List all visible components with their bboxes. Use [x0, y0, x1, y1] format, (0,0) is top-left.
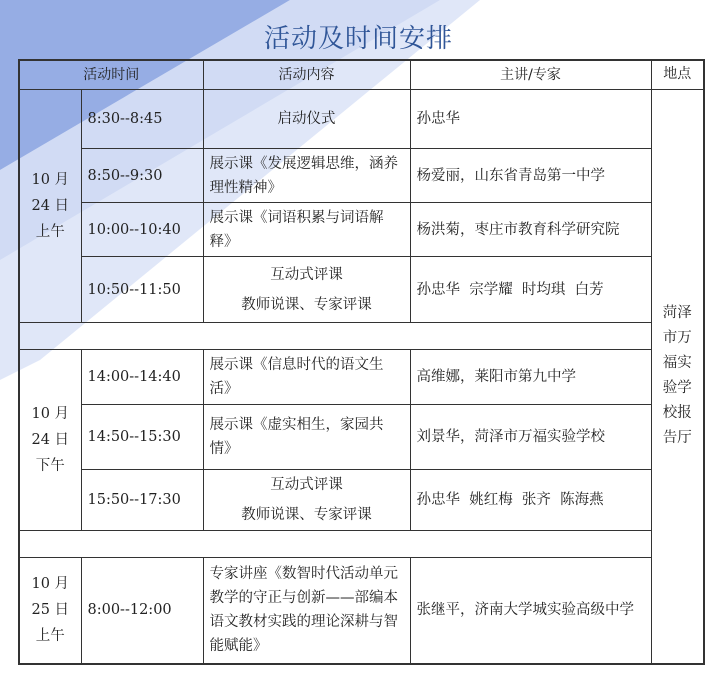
speaker-cell: 张继平，济南大学城实验高级中学 — [410, 558, 651, 664]
header-location: 地点 — [651, 60, 704, 90]
time-cell: 8:00--12:00 — [81, 558, 203, 664]
header-speaker: 主讲/专家 — [410, 60, 651, 90]
spacer-row — [19, 531, 704, 558]
content-cell: 启动仪式 — [203, 90, 410, 149]
time-cell: 10:00--10:40 — [81, 203, 203, 257]
date-cell: 10 月 24 日 下午 — [19, 350, 81, 531]
date-cell: 10 月 25 日 上午 — [19, 558, 81, 664]
table-row — [19, 203, 704, 257]
time-cell: 8:30--8:45 — [81, 90, 203, 149]
content-cell: 互动式评课 教师说课、专家评课 — [203, 257, 410, 323]
schedule-table — [18, 59, 705, 665]
table-row — [19, 149, 704, 203]
location-cell: 菏泽市万福实验学校报告厅 — [651, 90, 704, 664]
speaker-cell: 刘景华，菏泽市万福实验学校 — [410, 405, 651, 470]
table-row — [19, 558, 704, 664]
content-cell: 互动式评课 教师说课、专家评课 — [203, 470, 410, 531]
table-row — [19, 405, 704, 470]
date-cell: 10 月 24 日 上午 — [19, 90, 81, 323]
time-cell: 10:50--11:50 — [81, 257, 203, 323]
content-cell: 展示课《发展逻辑思维，涵养理性精神》 — [203, 149, 410, 203]
content-cell: 展示课《词语积累与词语解释》 — [203, 203, 410, 257]
speaker-cell: 孙忠华 宗学耀 时均琪 白芳 — [410, 257, 651, 323]
content-cell: 展示课《虚实相生，家园共情》 — [203, 405, 410, 470]
speaker-cell: 杨爱丽，山东省青岛第一中学 — [410, 149, 651, 203]
page-title: 活动及时间安排 — [263, 24, 453, 54]
content-cell: 展示课《信息时代的语文生活》 — [203, 350, 410, 405]
table-row — [19, 350, 704, 405]
content-cell: 专家讲座《数智时代活动单元教学的守正与创新——部编本语文教材实践的理论深耕与智能赋能》 — [203, 558, 410, 664]
speaker-cell: 杨洪菊，枣庄市教育科学研究院 — [410, 203, 651, 257]
table-row — [19, 257, 704, 323]
speaker-cell: 高维娜，莱阳市第九中学 — [410, 350, 651, 405]
header-time: 活动时间 — [19, 60, 203, 90]
time-cell: 14:00--14:40 — [81, 350, 203, 405]
speaker-cell: 孙忠华 — [410, 90, 651, 149]
time-cell: 14:50--15:30 — [81, 405, 203, 470]
table-row — [19, 90, 704, 149]
header-content: 活动内容 — [203, 60, 410, 90]
time-cell: 8:50--9:30 — [81, 149, 203, 203]
time-cell: 15:50--17:30 — [81, 470, 203, 531]
speaker-cell: 孙忠华 姚红梅 张齐 陈海燕 — [410, 470, 651, 531]
table-row — [19, 470, 704, 531]
header-row — [19, 60, 704, 90]
spacer-row — [19, 323, 704, 350]
